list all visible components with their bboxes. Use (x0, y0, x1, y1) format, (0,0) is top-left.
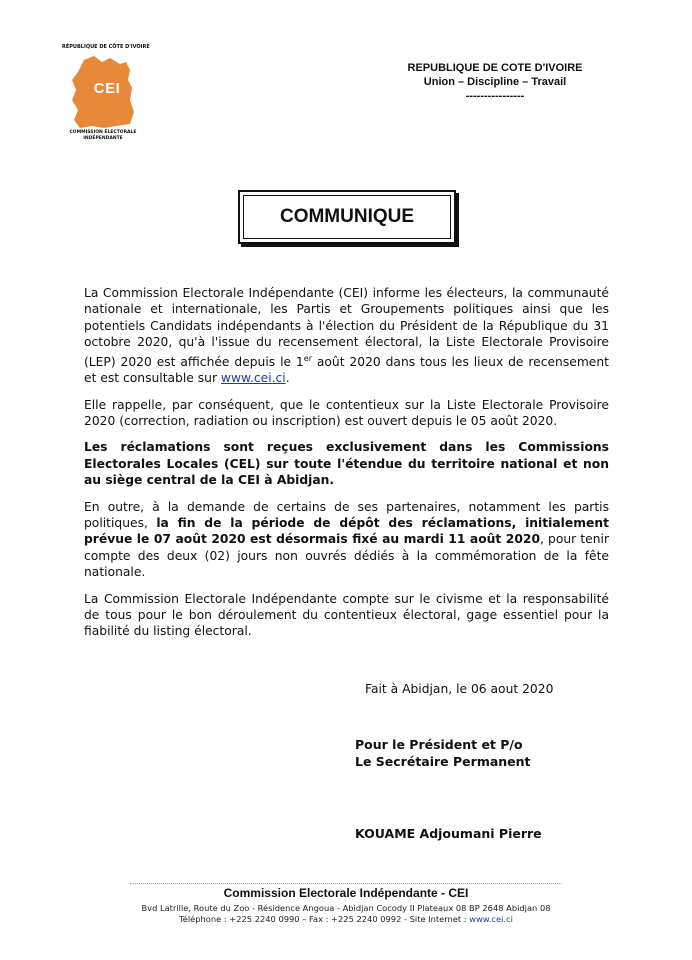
signature-line-2: Le Secrétaire Permanent (355, 754, 531, 769)
country-name: REPUBLIQUE DE COTE D'IVOIRE (407, 62, 583, 74)
footer-address (0, 903, 692, 925)
footer-title: Commission Electorale Indépendante - CEI (223, 886, 469, 900)
title-box (238, 190, 456, 244)
motto: Union – Discipline – Travail (423, 76, 567, 88)
logo-commission-text: COMMISSION ÉLECTORALE INDÉPENDANTE (69, 130, 137, 141)
logo-country-text: RÉPUBLIQUE DE CÔTE D'IVOIRE (62, 44, 150, 50)
footer-contacts: Téléphone : +225 2240 0990 – Fax : +225 2240 0992 - Site Internet : www.cei.ci (179, 914, 513, 924)
document-title: COMMUNIQUE (243, 195, 451, 239)
paragraph-2: Elle rappelle, par conséquent, que le contentieux sur la Liste Electorale Provisoire 2020 (correction, radiation ou inscription) est ouvert depuis le 05 août 2020. (84, 397, 609, 428)
cei-logo (62, 44, 150, 144)
signature-block (355, 736, 531, 770)
signature-line-1: Pour le Président et P/o (355, 737, 523, 752)
place-date: Fait à Abidjan, le 06 aout 2020 (365, 682, 554, 696)
signatory-name: KOUAME Adjoumani Pierre (355, 826, 542, 841)
paragraph-4: En outre, à la demande de certains de ses partenaires, notamment les partis politiques, la fin de la période de dépôt des réclamations, initialement prévue le 07 août 2020 est désormais fixé au mardi 11 août 2020, pour tenir compte des deux (02) jours non ouvrés dédiés à la commémoration de la fête nationale. (84, 499, 609, 580)
paragraph-1: La Commission Electorale Indépendante (CEI) informe les électeurs, la communauté nationale et internationale, les Partis et Groupements politiques ainsi que les potentiels Candidats indépendants à l'élection du Président de la République du 31 octobre 2020, qu'à l'issue du recensement électoral, la Liste Electorale Provisoire (LEP) 2020 est affichée depuis le 1er août 2020 dans tous les lieux de recensement et est consultable sur www.cei.ci. (84, 286, 609, 386)
paragraph-3: Les réclamations sont reçues exclusivement dans les Commissions Electorales Locales (CEL) sur toute l'étendue du territoire national et non au siège central de la CEI à Abidjan. (84, 440, 609, 488)
footer-site-link[interactable]: www.cei.ci (469, 914, 513, 924)
footer-address-line: Bvd Latrille, Route du Zoo - Résidence Angoua - Abidjan Cocody II Plateaux 08 BP 2648 Abidjan 08 (141, 903, 551, 913)
republic-header (380, 61, 610, 103)
header-separator: ---------------- (465, 90, 525, 102)
cei-website-link[interactable]: www.cei.ci (220, 371, 286, 386)
logo-letters: CEI (93, 80, 121, 97)
paragraph-5: La Commission Electorale Indépendante compte sur le civisme et la responsabilité de tous pour le bon déroulement du contentieux électoral, gage essentiel pour la fiabilité du listing électoral. (84, 591, 609, 639)
footer-divider (130, 883, 562, 884)
communique-body (84, 285, 609, 650)
